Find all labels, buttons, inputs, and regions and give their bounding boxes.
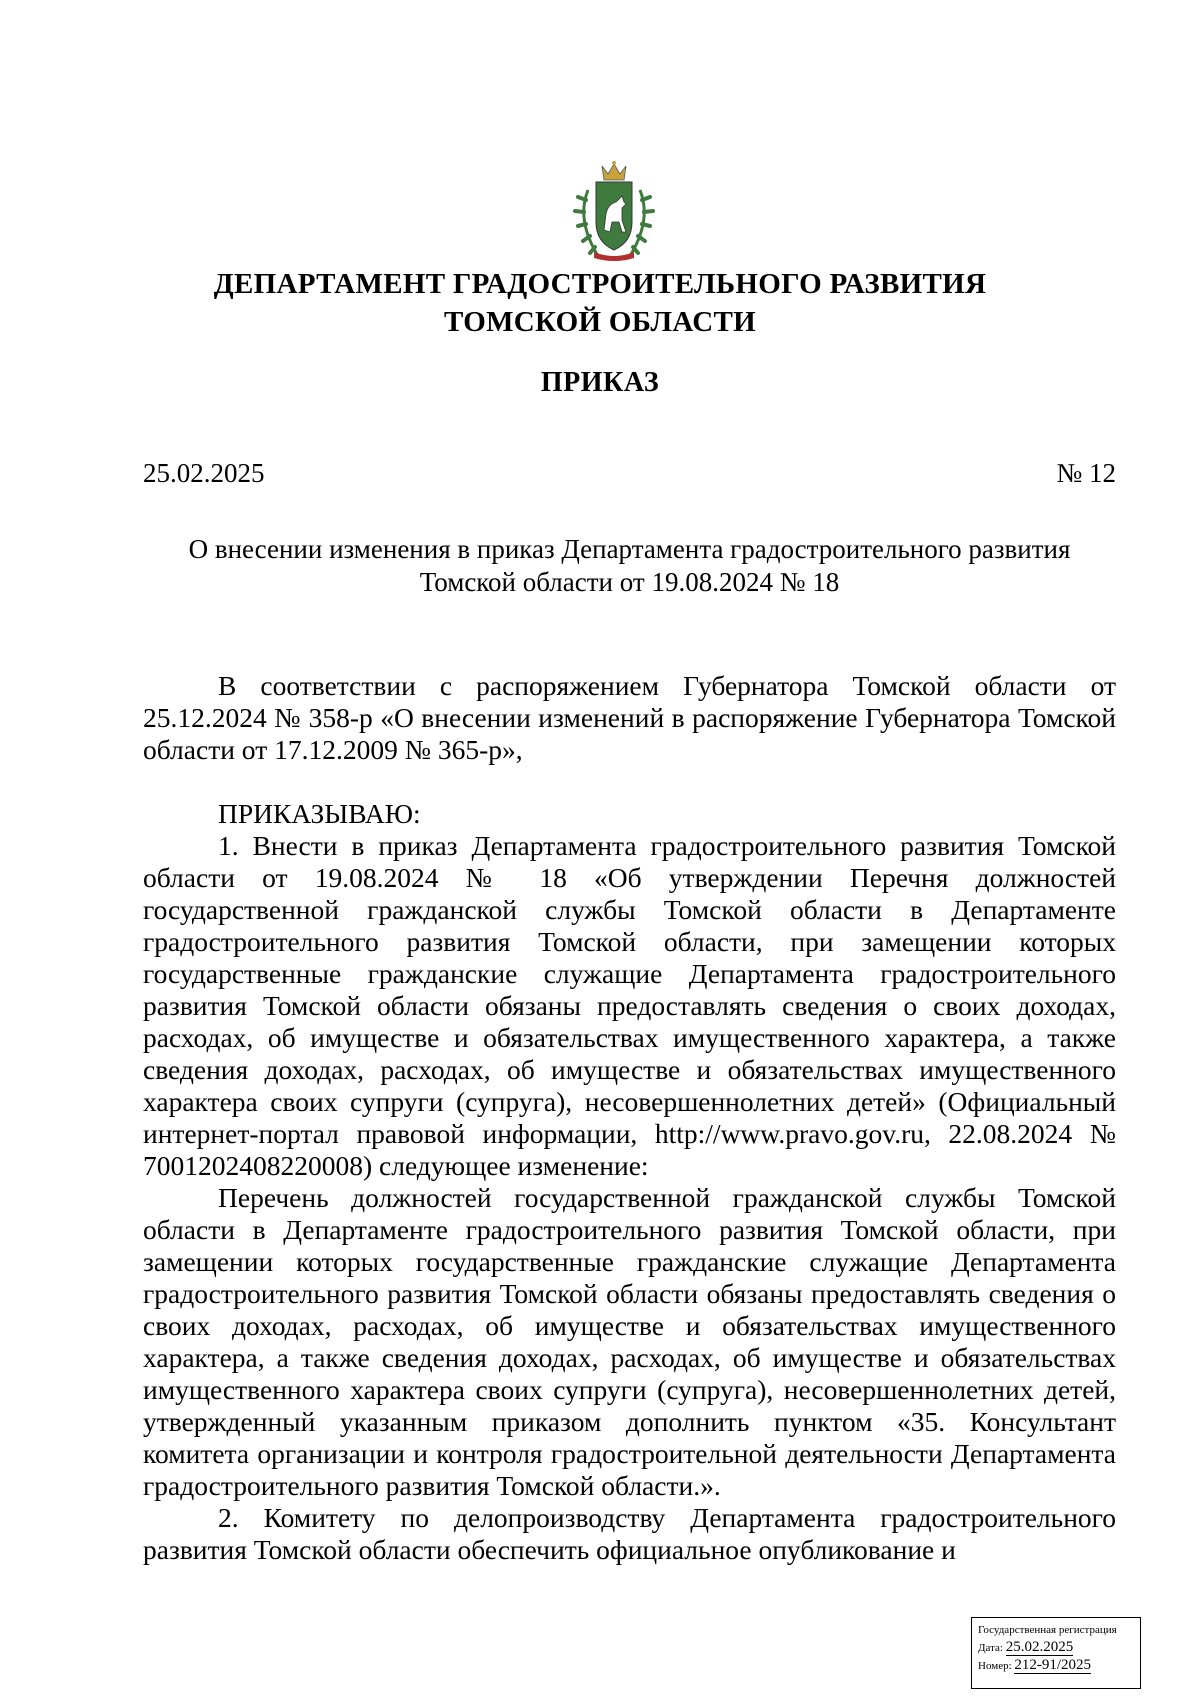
order-item-1-change: Перечень должностей государственной гражданской службы Томской области в Департаменте градостроительного развития Томской области, при замещении которых государственные гражданские служащие Департамента градостроительного развития Томской области обязаны предоставлять сведения о своих доходах, расходах, об имуществе и обязательствах имущественного характера, а также сведения доходах, расходах, об имуществе и обязательствах имущественного характера своих супруги (супруга), несовершеннолетних детей, утвержденный указанным приказом дополнить пунктом «35. Консультант комитета организации и контроля градостроительной деятельности Департамента градостроительного развития Томской области.».: [143, 1182, 1116, 1501]
registration-date-value: 25.02.2025: [1005, 1639, 1074, 1655]
document-subject: [143, 533, 1116, 599]
registration-date-label: Дата:: [978, 1642, 1003, 1654]
subject-line-2: Томской области от 19.08.2024 № 18: [419, 567, 840, 597]
document-date: 25.02.2025: [143, 458, 265, 488]
registration-number-label: Номер:: [978, 1660, 1012, 1672]
department-name-line-2: ТОМСКОЙ ОБЛАСТИ: [444, 306, 756, 338]
order-item-1: 1. Внести в приказ Департамента градостроительного развития Томской области от 19.08.2024 № 18 «Об утверждении Перечня должностей государственной гражданской службы Томской области в Департаменте градостроительного развития Томской области, при замещении которых государственные гражданские служащие Департамента градостроительного развития Томской области обязаны предоставлять сведения о своих доходах, расходах, об имуществе и обязательствах имущественного характера, а также сведения доходах, расходах, об имуществе и обязательствах имущественного характера своих супруги (супруга), несовершеннолетних детей» (Официальный интернет-портал правовой информации, http://www.pravo.gov.ru, 22.08.2024 № 7001202408220008) следующее изменение:: [143, 830, 1116, 1181]
order-item-2: 2. Комитету по делопроизводству Департамента градостроительного развития Томской области обеспечить официальное опубликование и: [143, 1502, 1116, 1565]
registration-stamp: [971, 1617, 1141, 1689]
basis-paragraph: В соответствии с распоряжением Губернатора Томской области от 25.12.2024 № 358-р «О внесении изменений в распоряжение Губернатора Томской области от 17.12.2009 № 365-р»,: [143, 670, 1116, 765]
order-word: ПРИКАЗЫВАЮ:: [218, 798, 421, 829]
registration-number-value: 212-91/2025: [1014, 1657, 1092, 1673]
registration-title: Государственная регистрация: [978, 1624, 1117, 1636]
tomsk-coat-of-arms-icon: [568, 160, 660, 264]
registration-date-row: [978, 1639, 1134, 1657]
document-number: № 12: [1056, 458, 1116, 488]
subject-line-1: О внесении изменения в приказ Департамента градостроительного развития: [188, 534, 1071, 564]
basis-paragraph-block: [143, 670, 1116, 766]
document-type-title: ПРИКАЗ: [540, 367, 660, 398]
registration-number-row: [978, 1657, 1134, 1675]
department-name-line-1: ДЕПАРТАМЕНТ ГРАДОСТРОИТЕЛЬНОГО РАЗВИТИЯ: [213, 268, 987, 300]
order-text-block: [143, 798, 1116, 1566]
